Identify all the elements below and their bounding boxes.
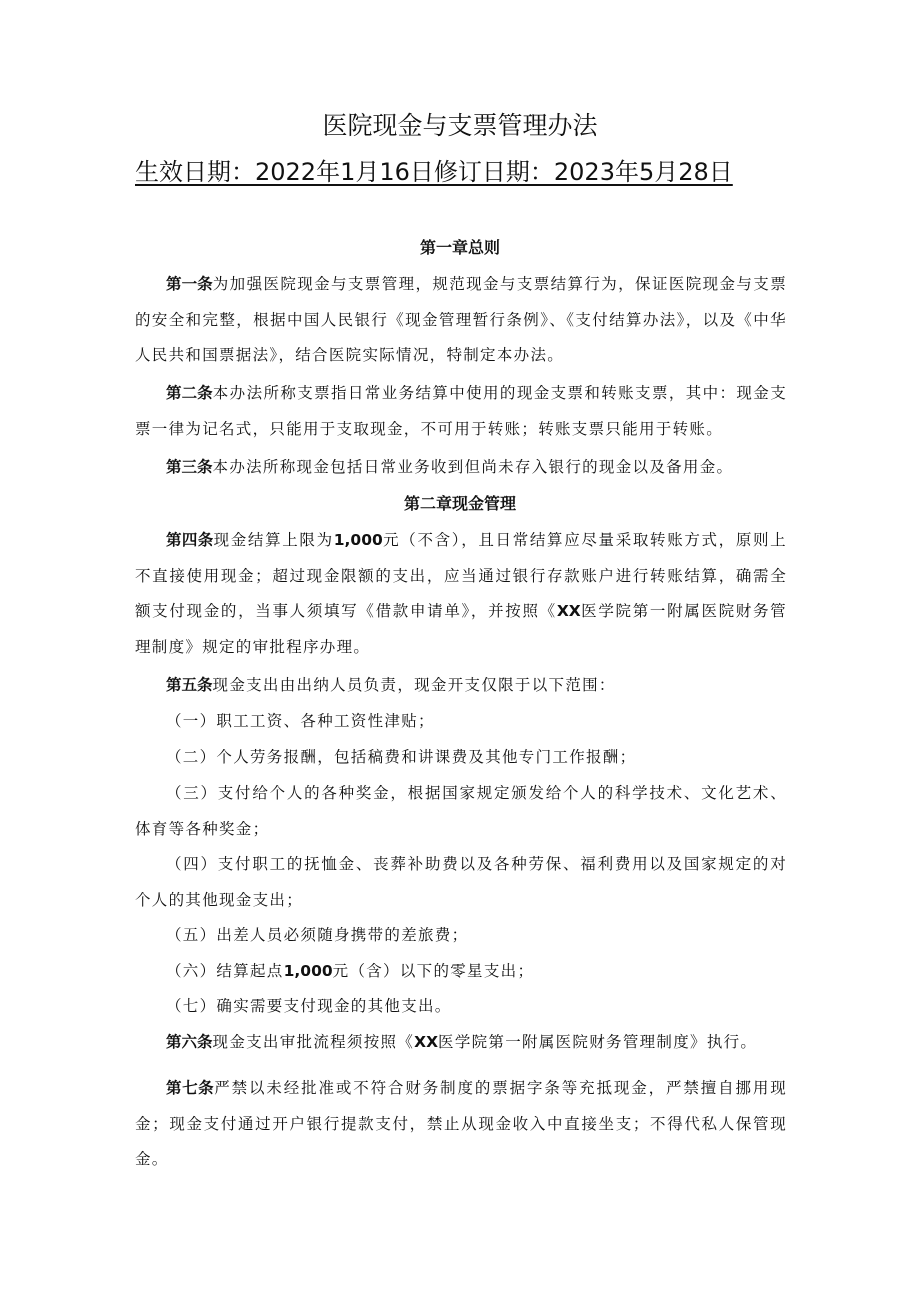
article-4 bbox=[135, 523, 787, 665]
list-item-4: （四）支付职工的抚恤金、丧葬补助费以及各种劳保、福利费用以及国家规定的对个人的其他现金支出； bbox=[135, 855, 787, 909]
article-5-label: 第五条 bbox=[166, 676, 213, 694]
chapter-2-heading: 第二章现金管理 bbox=[403, 494, 516, 513]
article-1 bbox=[135, 267, 787, 374]
article-4-text-part3: 医学院第一附属医院财务管理制度》规定的审批程序办理。 bbox=[135, 602, 787, 656]
list-item-3: （三）支付给个人的各种奖金，根据国家规定颁发给个人的科学技术、文化艺术、体育等各种奖金； bbox=[135, 784, 787, 838]
article-7 bbox=[135, 1071, 787, 1178]
article-5-text: 现金支出由出纳人员负责，现金开支仅限于以下范围： bbox=[212, 676, 616, 694]
document-title: 医院现金与支票管理办法 bbox=[322, 111, 598, 140]
article-7-text: 严禁以未经批准或不符合财务制度的票据字条等充抵现金，严禁擅自挪用现金；现金支付通过开户银行提款支付，禁止从现金收入中直接坐支；不得代私人保管现金。 bbox=[135, 1079, 787, 1168]
article-1-text: 为加强医院现金与支票管理，规范现金与支票结算行为，保证医院现金与支票的安全和完整，根据中国人民银行《现金管理暂行条例》、《支付结算办法》，以及《中华人民共和国票据法》，结合医院实际情况，特制定本办法。 bbox=[135, 275, 787, 364]
list-item-6 bbox=[135, 954, 787, 990]
chapter-1-heading: 第一章总则 bbox=[419, 238, 500, 257]
article-6-label: 第六条 bbox=[166, 1033, 213, 1051]
article-2-text: 本办法所称支票指日常业务结算中使用的现金支票和转账支票，其中：现金支票一律为记名式，只能用于支取现金，不可用于转账；转账支票只能用于转账。 bbox=[135, 384, 787, 438]
article-6 bbox=[135, 1025, 787, 1061]
list-item-2: （二）个人劳务报酬，包括稿费和讲课费及其他专门工作报酬； bbox=[166, 748, 637, 766]
article-4-xx: XX bbox=[556, 602, 581, 620]
article-2-label: 第二条 bbox=[166, 384, 213, 402]
list-item-5: （五）出差人员必须随身携带的差旅费； bbox=[166, 926, 469, 944]
article-6-text-part2: 医学院第一附属医院财务管理制度》执行。 bbox=[438, 1033, 758, 1051]
article-3 bbox=[135, 450, 787, 486]
article-4-amount: 1,000 bbox=[333, 531, 383, 549]
article-7-label: 第七条 bbox=[166, 1079, 215, 1097]
list-item-6-amount: 1,000 bbox=[283, 962, 333, 980]
list-item-7: （七）确实需要支付现金的其他支出。 bbox=[166, 997, 452, 1015]
article-2 bbox=[135, 376, 787, 447]
article-3-label: 第三条 bbox=[166, 458, 213, 476]
effective-revision-dates: 生效日期：2022年1月16日修订日期：2023年5月28日 bbox=[135, 158, 733, 186]
article-1-label: 第一条 bbox=[166, 275, 213, 293]
article-3-text: 本办法所称现金包括日常业务收到但尚未存入银行的现金以及备用金。 bbox=[212, 458, 734, 476]
article-6-text-part1: 现金支出审批流程须按照《 bbox=[212, 1033, 415, 1051]
article-4-text-part1: 现金结算上限为 bbox=[213, 531, 334, 549]
list-item-6-text-part1: （六）结算起点 bbox=[166, 962, 284, 980]
article-4-label: 第四条 bbox=[166, 531, 214, 549]
article-6-xx: XX bbox=[414, 1033, 439, 1051]
article-4-text-part2: 元（不含），且日常结算应尽量采取转账方式，原则上不直接使用现金；超过现金限额的支出，应当通过银行存款账户进行转账结算，确需全额支付现金的，当事人须填写《借款申请单》，并按照《 bbox=[135, 531, 787, 620]
list-item-1: （一）职工工资、各种工资性津贴； bbox=[166, 712, 435, 730]
list-item-6-text-part2: 元（含）以下的零星支出； bbox=[332, 962, 535, 980]
article-5 bbox=[135, 668, 787, 704]
